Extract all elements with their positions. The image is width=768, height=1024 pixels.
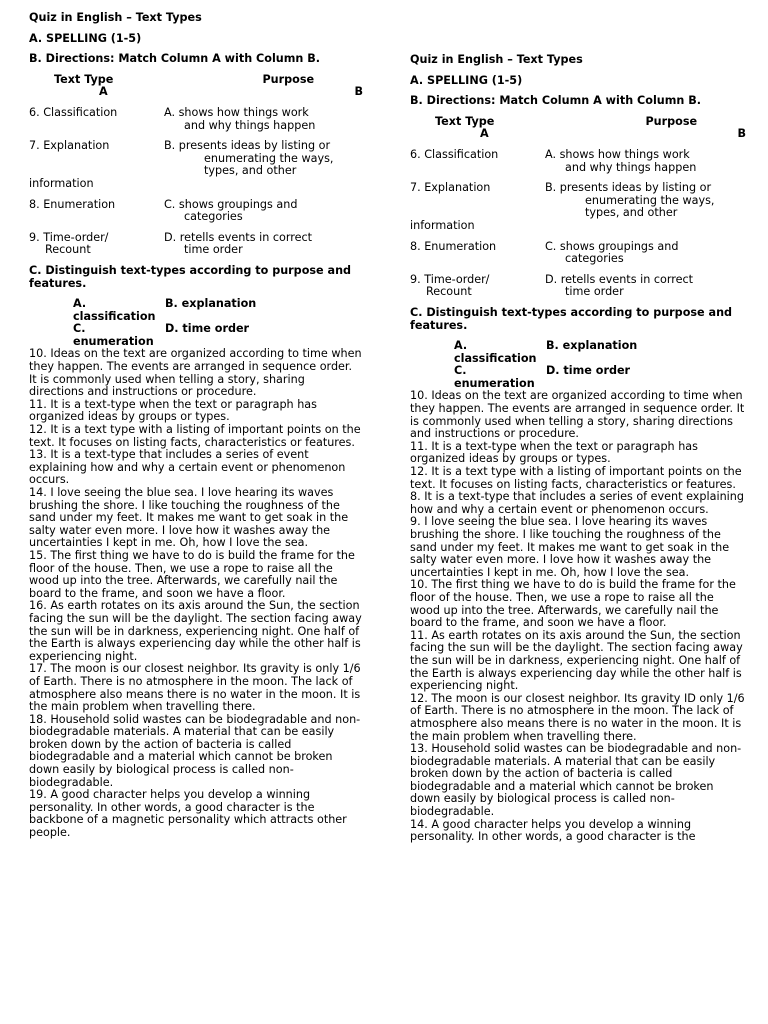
question-14: 14. A good character helps you develop a winning personality. In other words, a good character is the bbox=[410, 817, 696, 844]
question-15: 15. The first thing we have to do is build the frame for the floor of the house. Then, we use a rope to raise all the wood up into the tree. Afterwards, we carefully nail the board to the frame, and soon we have a floor. bbox=[29, 548, 355, 600]
question-18: 18. Household solid wastes can be biodegradable and non-biodegradable materials. A material that can be easily broken down by the action of bacteria is called biodegradable and a material which cannot be broken down easily by biological process is called non-biodegradable. bbox=[29, 712, 361, 789]
match-row-8 bbox=[410, 241, 746, 266]
option-d: D. time order bbox=[546, 364, 631, 378]
text-type: 6. Classification bbox=[29, 105, 118, 119]
quiz-title: Quiz in English – Text Types bbox=[29, 11, 202, 24]
question-8: 8. It is a text-type that includes a series of event explaining how and why a certain event or phenomenon occurs. bbox=[410, 490, 744, 516]
option-a: A. classification bbox=[454, 339, 537, 365]
match-row-9 bbox=[29, 232, 363, 257]
question-10: 10. Ideas on the text are organized according to time when they happen. The events are arranged in sequence order. It is commonly used when telling a story, sharing directions and instructions or procedure. bbox=[29, 347, 362, 399]
section-b-heading: B. Directions: Match Column A with Column B. bbox=[410, 94, 702, 108]
option-a: A. classification bbox=[73, 297, 156, 323]
match-table-header bbox=[29, 74, 363, 99]
question-11: 11. It is a text-type when the text or paragraph has organized ideas by groups or types. bbox=[410, 439, 698, 466]
purpose: B. presents ideas by listing or enumerating the ways, types, and other bbox=[545, 181, 715, 220]
purpose-continuation: information bbox=[29, 176, 94, 190]
column-b-header: Purpose B bbox=[262, 72, 363, 99]
question-13: 13. It is a text-type that includes a series of event explaining how and why a certain event or phenomenon occurs. bbox=[29, 448, 346, 487]
match-table-header bbox=[410, 116, 746, 141]
question-19: 19. A good character helps you develop a winning personality. In other words, a good character is the backbone of a magnetic personality which attracts other people. bbox=[29, 788, 347, 840]
answer-options bbox=[29, 298, 363, 348]
text-type: 9. Time-order/ Recount bbox=[410, 272, 490, 299]
purpose: D. retells events in correct time order bbox=[164, 230, 313, 257]
left-page bbox=[29, 12, 363, 840]
option-b: B. explanation bbox=[165, 297, 257, 311]
purpose: A. shows how things work and why things happen bbox=[164, 105, 316, 132]
question-11: 11. It is a text-type when the text or paragraph has organized ideas by groups or types. bbox=[29, 397, 317, 424]
question-13: 13. Household solid wastes can be biodegradable and non-biodegradable materials. A material that can be easily broken down by the action of bacteria is called biodegradable and a material which cannot be broken down easily by biological process is called non-biodegradable. bbox=[410, 742, 742, 819]
purpose: C. shows groupings and categories bbox=[164, 197, 298, 224]
column-a-header: Text Type A bbox=[435, 114, 495, 141]
match-row-7 bbox=[410, 182, 746, 220]
section-a-heading: A. SPELLING (1-5) bbox=[29, 31, 142, 45]
match-row-8 bbox=[29, 199, 363, 224]
column-b-header: Purpose B bbox=[645, 114, 746, 141]
option-d: D. time order bbox=[165, 322, 250, 336]
quiz-title: Quiz in English – Text Types bbox=[410, 53, 583, 66]
section-b-heading: B. Directions: Match Column A with Column B. bbox=[29, 52, 321, 66]
text-type: 6. Classification bbox=[410, 147, 499, 161]
question-11-second: 11. As earth rotates on its axis around the Sun, the section facing the sun will be the daylight. The section facing away the sun will be in darkness, experiencing night. One half of the Earth is always experiencing day while the other half is experiencing night. bbox=[410, 628, 743, 693]
text-type: 8. Enumeration bbox=[29, 197, 116, 211]
column-a-header: Text Type A bbox=[54, 72, 114, 99]
purpose: C. shows groupings and categories bbox=[545, 239, 679, 266]
purpose: B. presents ideas by listing or enumerating the ways, types, and other bbox=[164, 139, 334, 178]
question-9: 9. I love seeing the blue sea. I love hearing its waves brushing the shore. I like touching the roughness of the sand under my feet. It makes me want to get soak in the salty water even more. I love how it washes away the uncertainties I kept in me. Oh, how I love the sea. bbox=[410, 515, 730, 579]
text-type: 7. Explanation bbox=[29, 139, 110, 153]
option-c: C. enumeration bbox=[454, 364, 535, 390]
option-b: B. explanation bbox=[546, 339, 638, 353]
question-12: 12. It is a text type with a listing of important points on the text. It focuses on listing facts, characteristics or features. bbox=[29, 423, 361, 449]
section-a-heading: A. SPELLING (1-5) bbox=[410, 73, 523, 87]
question-12: 12. It is a text type with a listing of important points on the text. It focuses on listing facts, characteristics or features. bbox=[410, 465, 742, 491]
question-12-second: 12. The moon is our closest neighbor. Its gravity ID only 1/6 of Earth. There is no atmosphere in the moon. The lack of atmosphere also means there is no water in the moon. It is the main problem when travelling there. bbox=[410, 691, 745, 743]
section-c-heading: C. Distinguish text-types according to purpose and features. bbox=[29, 263, 352, 290]
match-row-9 bbox=[410, 274, 746, 299]
section-c-heading: C. Distinguish text-types according to purpose and features. bbox=[410, 305, 733, 332]
text-type: 8. Enumeration bbox=[410, 239, 497, 253]
purpose: A. shows how things work and why things happen bbox=[545, 147, 697, 174]
text-type: 9. Time-order/ Recount bbox=[29, 230, 109, 257]
purpose-continuation: information bbox=[410, 218, 475, 232]
option-c: C. enumeration bbox=[73, 322, 154, 348]
question-17: 17. The moon is our closest neighbor. Its gravity is only 1/6 of Earth. There is no atmosphere in the moon. The lack of atmosphere also means there is no water in the moon. It is the main problem when travelling there. bbox=[29, 662, 361, 714]
purpose: D. retells events in correct time order bbox=[545, 272, 694, 299]
question-16: 16. As earth rotates on its axis around the Sun, the section facing the sun will be the daylight. The section facing away the sun will be in darkness, experiencing night. One half of the Earth is always experiencing day while the other half is experiencing night. bbox=[29, 599, 362, 663]
match-row-7 bbox=[29, 140, 363, 178]
match-row-6 bbox=[410, 149, 746, 174]
match-row-6 bbox=[29, 107, 363, 132]
right-page bbox=[410, 54, 746, 844]
question-14: 14. I love seeing the blue sea. I love hearing its waves brushing the shore. I like touching the roughness of the sand under my feet. It makes me want to get soak in the salty water even more. I love how it washes away the uncertainties I kept in me. Oh, how I love the sea. bbox=[29, 486, 349, 550]
question-10: 10. Ideas on the text are organized according to time when they happen. The events are arranged in sequence order. It is commonly used when telling a story, sharing directions and instructions or procedure. bbox=[410, 389, 745, 441]
question-10-second: 10. The first thing we have to do is build the frame for the floor of the house. Then, we use a rope to raise all the wood up into the tree. Afterwards, we carefully nail the board to the frame, and soon we have a floor. bbox=[410, 578, 736, 630]
answer-options bbox=[410, 340, 746, 390]
text-type: 7. Explanation bbox=[410, 181, 491, 195]
